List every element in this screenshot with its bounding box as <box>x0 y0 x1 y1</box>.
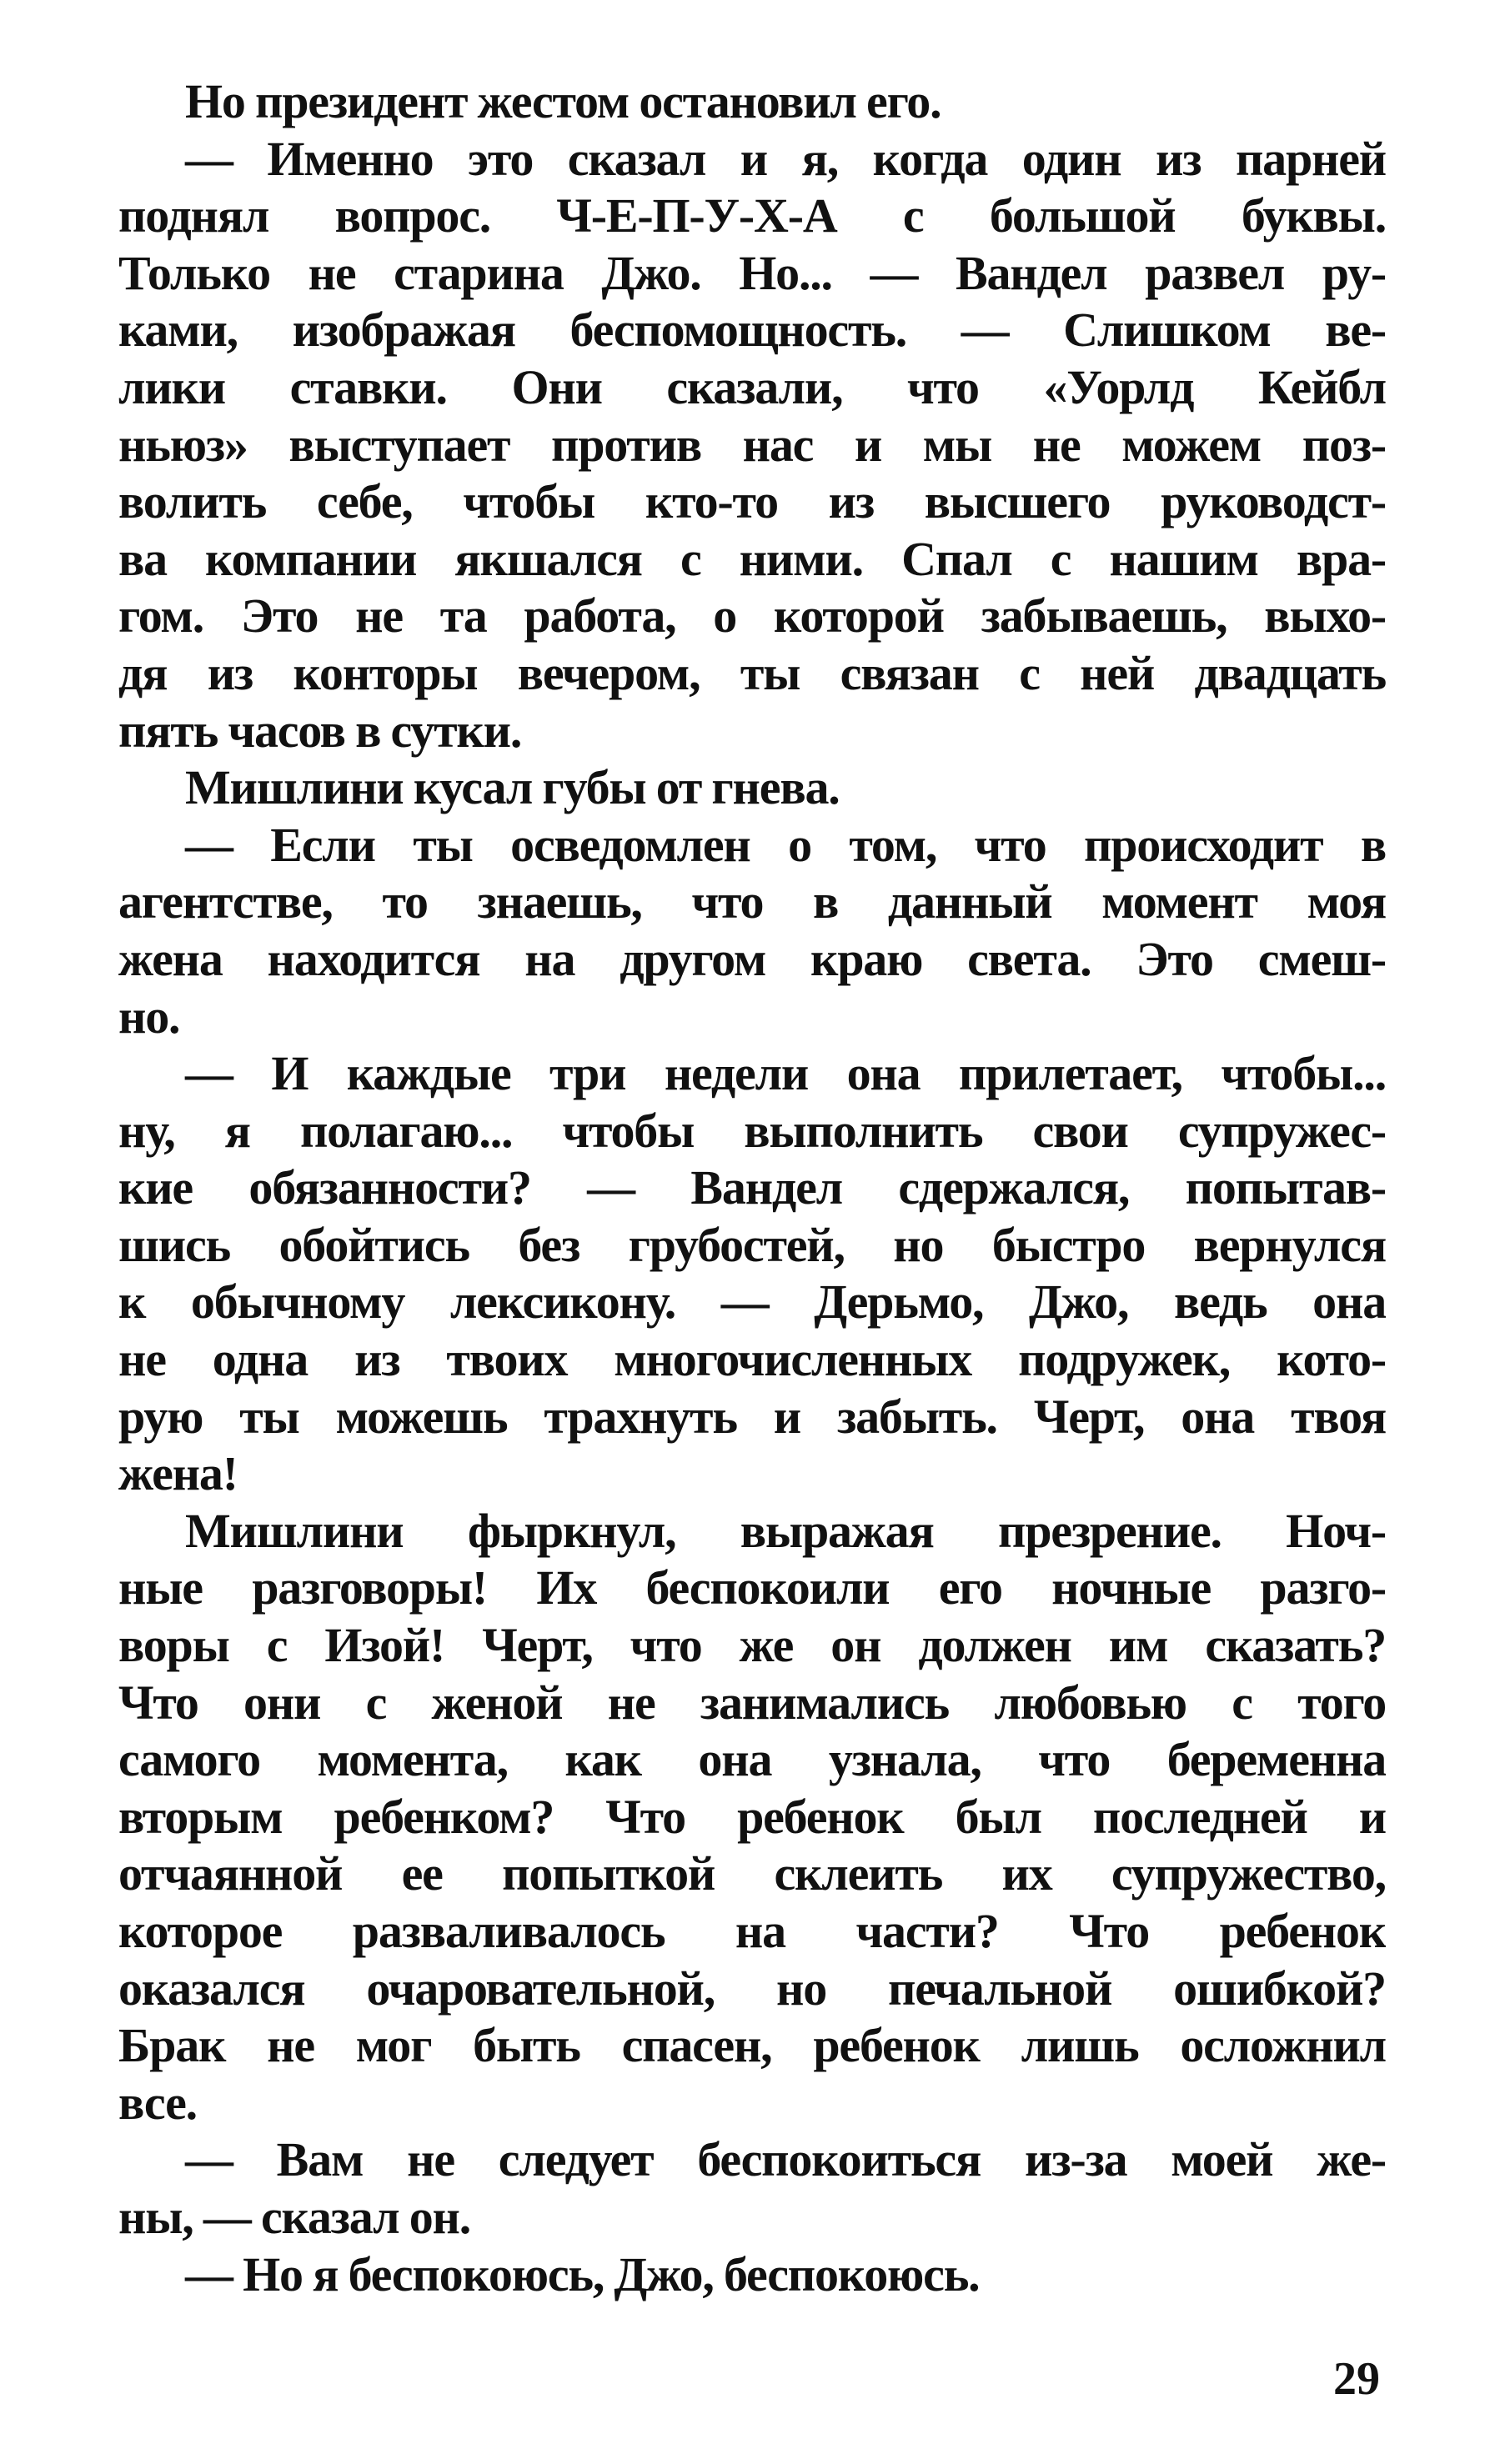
text-line: ньюз» выступает против нас и мы не можем поз- <box>118 417 1386 472</box>
text-line: Мишлини кусал губы от гнева. <box>185 760 840 815</box>
text-line: шись обойтись без грубостей, но быстро вернулся <box>118 1217 1386 1272</box>
text-line: не одна из твоих многочисленных подружек, кото- <box>118 1332 1386 1387</box>
text-line: агентстве, то знаешь, что в данный момент моя <box>118 874 1386 929</box>
text-line: пять часов в сутки. <box>118 703 522 758</box>
text-line: воры с Изой! Черт, что же он должен им сказать? <box>118 1618 1386 1673</box>
text-line: Только не старина Джо. Но... — Вандел развел ру- <box>118 245 1386 300</box>
text-line: все. <box>118 2075 197 2130</box>
text-line: ну, я полагаю... чтобы выполнить свои супружес- <box>118 1103 1386 1158</box>
book-page-text <box>118 73 1386 2303</box>
text-line: — Но я беспокоюсь, Джо, беспокоюсь. <box>185 2246 980 2301</box>
text-line: дя из конторы вечером, ты связан с ней двадцать <box>118 645 1386 700</box>
text-line: вторым ребенком? Что ребенок был последней и <box>118 1789 1386 1844</box>
text-line: — Вам не следует беспокоиться из-за моей же- <box>185 2132 1386 2187</box>
text-line: лики ставки. Они сказали, что «Уорлд Кейбл <box>118 359 1386 414</box>
text-line: волить себе, чтобы кто-то из высшего руководст- <box>118 474 1386 529</box>
text-line: поднял вопрос. Ч-Е-П-У-Х-А с большой буквы. <box>118 188 1386 243</box>
text-line: ны, — сказал он. <box>118 2189 471 2244</box>
text-line: ками, изображая беспомощность. — Слишком ве- <box>118 303 1386 358</box>
text-line: отчаянной ее попыткой склеить их супружество, <box>118 1846 1386 1901</box>
text-line: — Именно это сказал и я, когда один из парней <box>185 131 1386 186</box>
text-line: — Если ты осведомлен о том, что происходит в <box>185 817 1386 872</box>
text-line: но. <box>118 989 180 1044</box>
text-line: ва компании якшался с ними. Спал с нашим вра- <box>118 531 1386 586</box>
page-number: 29 <box>1333 2353 1380 2405</box>
text-line: — И каждые три недели она прилетает, чтобы... <box>185 1046 1386 1101</box>
text-line: гом. Это не та работа, о которой забываешь, выхо- <box>118 588 1386 644</box>
text-line: самого момента, как она узнала, что беременна <box>118 1732 1386 1787</box>
text-line: Что они с женой не занимались любовью с того <box>118 1675 1386 1730</box>
text-line: которое разваливалось на части? Что ребенок <box>118 1904 1386 1958</box>
text-line: рую ты можешь трахнуть и забыть. Черт, она твоя <box>118 1389 1386 1444</box>
text-line: Мишлини фыркнул, выражая презрение. Ноч- <box>185 1503 1386 1558</box>
text-line: Брак не мог быть спасен, ребенок лишь осложнил <box>118 2018 1386 2073</box>
text-line: кие обязанности? — Вандел сдержался, попытав- <box>118 1160 1386 1215</box>
text-line: оказался очаровательной, но печальной ошибкой? <box>118 1961 1386 2016</box>
text-line: жена находится на другом краю света. Это смеш- <box>118 931 1386 986</box>
text-line: Но президент жестом остановил его. <box>185 74 941 128</box>
text-line: ные разговоры! Их беспокоили его ночные разго- <box>118 1560 1386 1615</box>
text-line: к обычному лексикону. — Дерьмо, Джо, ведь она <box>118 1275 1386 1330</box>
text-line: жена! <box>118 1446 238 1501</box>
